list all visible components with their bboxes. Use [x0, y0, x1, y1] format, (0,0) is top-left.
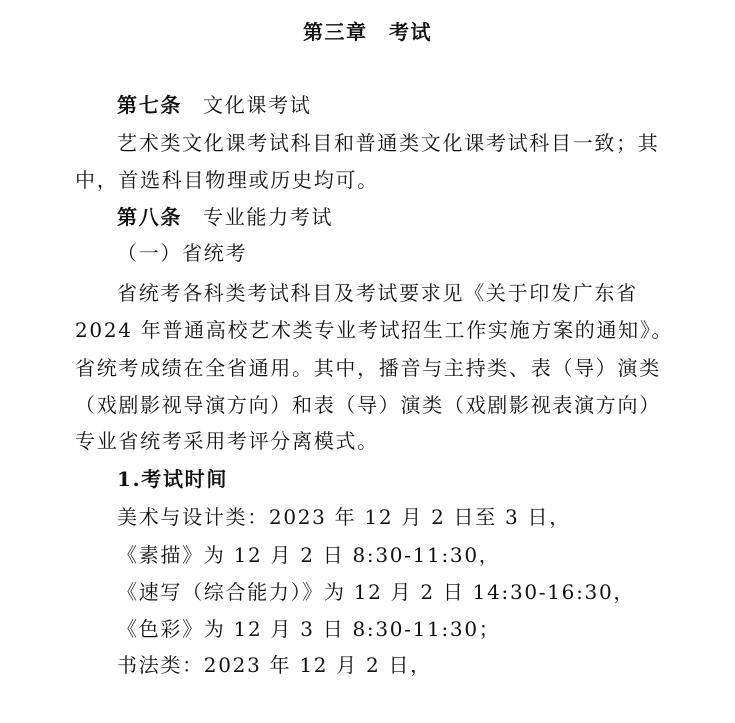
schedule-line: 书法类：2023 年 12 月 2 日，	[117, 653, 432, 677]
article-8-body-line: 省统考成绩在全省通用。其中，播音与主持类、表（导）演类	[75, 356, 661, 380]
chapter-title: 第三章 考试	[303, 20, 432, 44]
schedule-line: 《素描》为 12 月 2 日 8:30-11:30，	[117, 543, 501, 567]
article-7-title: 文化课考试	[203, 93, 312, 117]
article-8-body-line: 省统考各科类考试科目及考试要求见《关于印发广东省	[117, 281, 638, 305]
article-8-number: 第八条	[117, 205, 183, 229]
article-8-body-line: 2024 年普通高校艺术类专业考试招生工作实施方案的通知》。	[75, 318, 674, 342]
article-8-body-line: （戏剧影视导演方向）和表（导）演类（戏剧影视表演方向）	[75, 393, 661, 417]
article-8-title: 专业能力考试	[203, 205, 334, 229]
article-7-body-line: 艺术类文化课考试科目和普通类文化课考试科目一致；其	[117, 131, 660, 155]
schedule-line: 《速写（综合能力）》为 12 月 2 日 14:30-16:30，	[117, 580, 636, 604]
schedule-line: 美术与设计类：2023 年 12 月 2 日至 3 日，	[117, 505, 571, 529]
article-7-body-line: 中，首选科目物理或历史均可。	[75, 168, 379, 192]
subsection-heading: 1.考试时间	[117, 467, 229, 491]
article-8-body-line: 专业省统考采用考评分离模式。	[75, 429, 379, 453]
schedule-line: 《色彩》为 12 月 3 日 8:30-11:30；	[117, 617, 501, 641]
section-heading: （一）省统考	[117, 241, 248, 265]
article-7-number: 第七条	[117, 93, 183, 117]
